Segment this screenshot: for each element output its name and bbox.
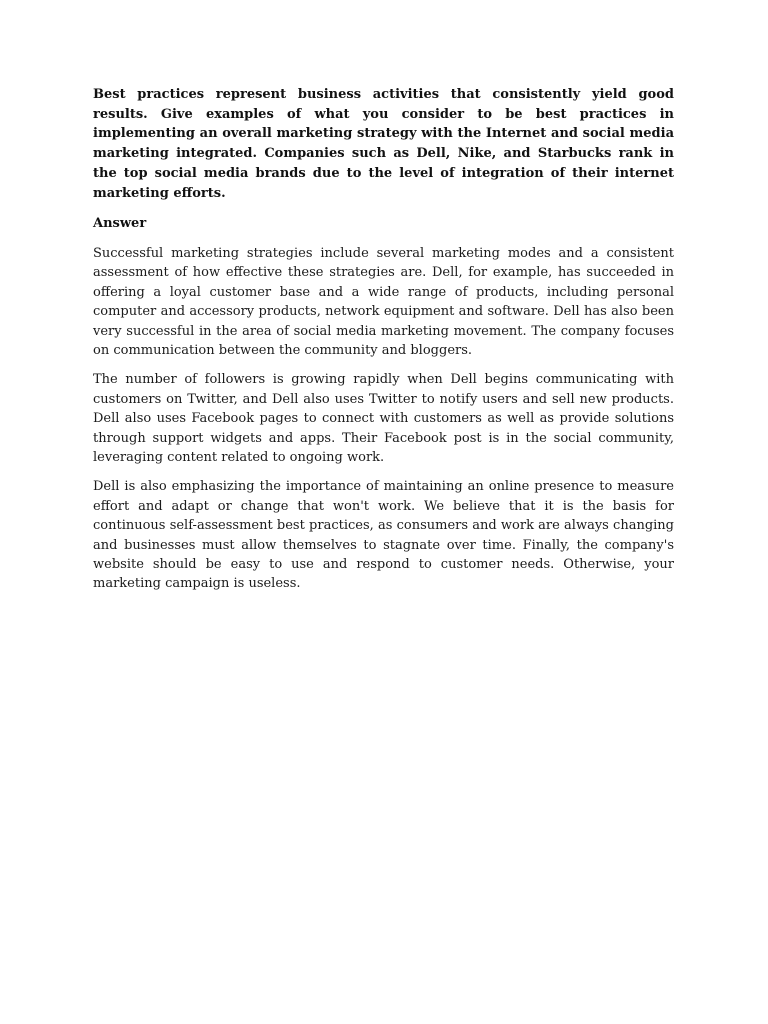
answer-paragraph-1: Successful marketing strategies include several marketing modes and a consistent assessment of how effective these strategies are. Dell, for example, has succeeded in offering a loyal customer base and a wide range of products, including personal computer and accessory products, network equipment and software. Dell has also been very successful in the area of social media marketing movement. The company focuses on communication between the community and bloggers. (93, 245, 674, 358)
document-body (93, 85, 674, 604)
answer-heading: Answer (93, 216, 147, 232)
answer-paragraph-2: The number of followers is growing rapidly when Dell begins communicating with customers on Twitter, and Dell also uses Twitter to notify users and sell new products. Dell also uses Facebook pages to connect with customers as well as provide solutions through support widgets and apps. Their Facebook post is in the social community, leveraging content related to ongoing work. (93, 372, 674, 465)
question-text: Best practices represent business activities that consistently yield good results. Give examples of what you consider to be best practices in implementing an overall marketing strategy with the Internet and social media marketing integrated. Companies such as Dell, Nike, and Starbucks rank in the top social media brands due to the level of integration of their internet marketing efforts. (93, 87, 674, 201)
answer-paragraph-3: Dell is also emphasizing the importance of maintaining an online presence to measure effort and adapt or change that won't work. We believe that it is the basis for continuous self-assessment best practices, as consumers and work are always changing and businesses must allow themselves to stagnate over time. Finally, the company's website should be easy to use and respond to customer needs. Otherwise, your marketing campaign is useless. (93, 479, 674, 592)
